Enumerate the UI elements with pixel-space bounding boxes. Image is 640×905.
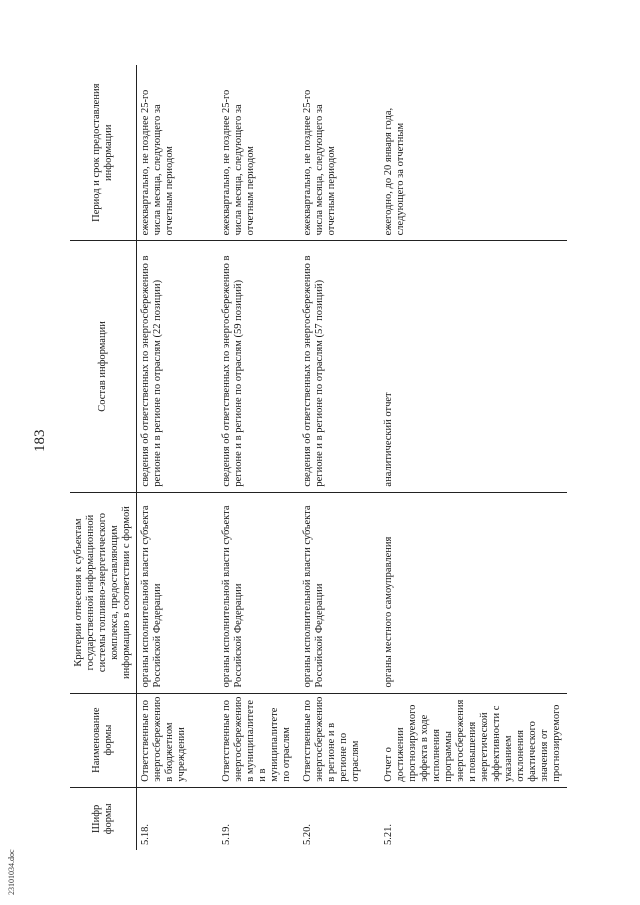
cell-code: 5.18. bbox=[140, 824, 151, 845]
cell-criteria: органы исполнительной власти субъекта Российской Федерации bbox=[137, 492, 219, 693]
cell-content: сведения об ответственных по энергосбережению в регионе и в регионе по отраслям (57 позиций) bbox=[299, 241, 380, 492]
cell-code: 5.21. bbox=[383, 824, 394, 845]
cell-criteria: органы местного самоуправления bbox=[380, 492, 567, 693]
table-row bbox=[380, 65, 567, 850]
cell-period: ежеквартально, не позднее 25-го числа месяца, следующего за отчетным периодом bbox=[218, 65, 299, 241]
header-content: Состав информации bbox=[70, 241, 137, 492]
cell-period: ежеквартально, не позднее 25-го числа месяца, следующего за отчетным периодом bbox=[137, 65, 219, 241]
cell-name: Ответственные по энергосбережению в бюджетном учреждении bbox=[137, 693, 219, 787]
cell-code: 5.20. bbox=[302, 824, 313, 845]
cell-name: Отчет о достижении прогнозируемого эффекта в ходе исполнения программы энергосбережения и повышения энергетической эффективности с указанием отклонения фактического значения от прогнозируемого bbox=[380, 693, 567, 787]
cell-period: ежегодно, до 20 января года, следующего за отчетным bbox=[380, 65, 567, 241]
header-period: Период и срок предоставления информации bbox=[70, 65, 137, 241]
table-row bbox=[218, 65, 299, 850]
document-code: 23101034.doc bbox=[7, 849, 16, 895]
cell-criteria: органы исполнительной власти субъекта Российской Федерации bbox=[218, 492, 299, 693]
forms-table bbox=[70, 65, 567, 850]
cell-criteria: органы исполнительной власти субъекта Российской Федерации bbox=[299, 492, 380, 693]
table-row bbox=[299, 65, 380, 850]
page-number: 183 bbox=[32, 429, 48, 452]
header-form-code: Шифр формы bbox=[70, 787, 137, 850]
table-row bbox=[137, 65, 219, 850]
cell-period: ежеквартально, не позднее 25-го числа месяца, следующего за отчетным периодом bbox=[299, 65, 380, 241]
cell-content: аналитический отчет bbox=[380, 241, 567, 492]
table-header-row bbox=[70, 65, 137, 850]
cell-name: Ответственные по энергосбережению в муниципалитете и в муниципалитете по отраслям bbox=[218, 693, 299, 787]
cell-content: сведения об ответственных по энергосбережению в регионе и в регионе по отраслям (59 позиций) bbox=[218, 241, 299, 492]
cell-name: Ответственные по энергосбережению в регионе и в регионе по отраслям bbox=[299, 693, 380, 787]
header-form-name: Наименование формы bbox=[70, 693, 137, 787]
rotated-table-container bbox=[70, 65, 560, 850]
header-criteria: Критерии отнесения к субъектам государственной информационной системы топливно-энергетического комплекса, предоставляющим информацию в соответствии с формой bbox=[70, 492, 137, 693]
cell-content: сведения об ответственных по энергосбережению в регионе и в регионе по отраслям (22 позиции) bbox=[137, 241, 219, 492]
cell-code: 5.19. bbox=[221, 824, 232, 845]
